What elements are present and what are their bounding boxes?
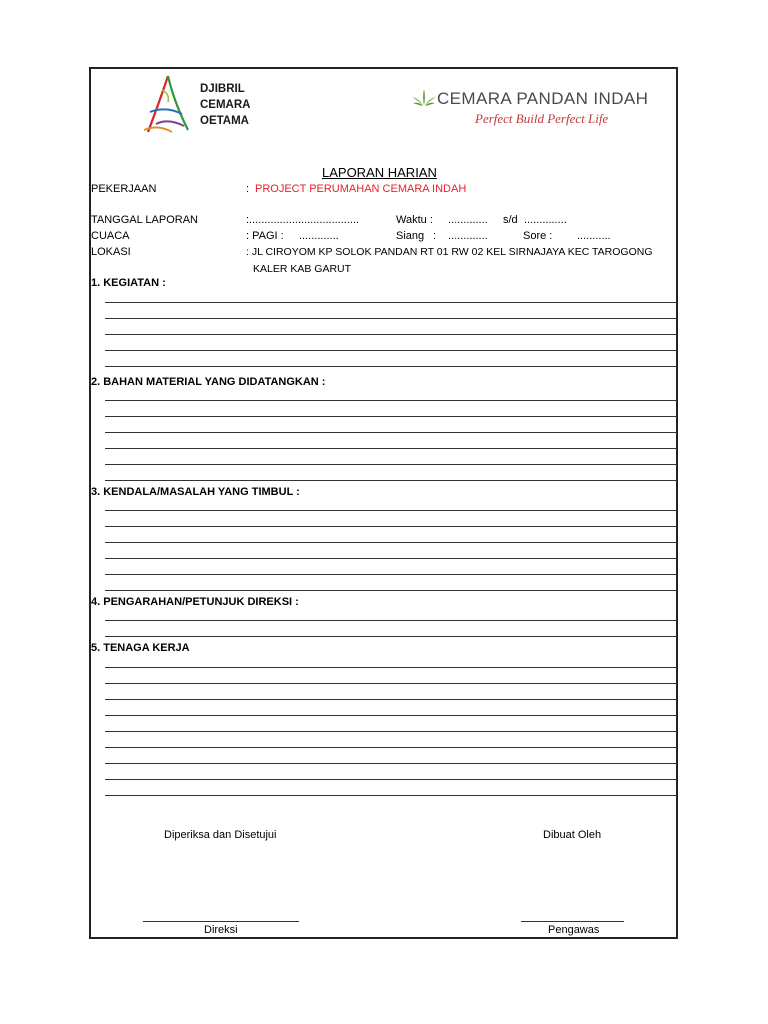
signature-right-heading: Dibuat Oleh xyxy=(543,829,602,841)
report-frame xyxy=(89,67,678,939)
pengarahan-line[interactable] xyxy=(105,620,677,621)
tenaga-kerja-line[interactable] xyxy=(105,731,677,732)
lokasi-value-line1: : JL CIROYOM KP SOLOK PANDAN RT 01 RW 02 KEL SIRNAJAYA KEC TAROGONG xyxy=(246,246,653,258)
section-kendala: 3. KENDALA/MASALAH YANG TIMBUL : xyxy=(91,486,300,498)
tenaga-kerja-line[interactable] xyxy=(105,779,677,780)
section-tenaga-kerja: 5. TENAGA KERJA xyxy=(91,642,190,654)
bahan-material-line[interactable] xyxy=(105,400,677,401)
logo-line-3: OETAMA xyxy=(200,115,249,127)
bahan-material-line[interactable] xyxy=(105,464,677,465)
kegiatan-line[interactable] xyxy=(105,350,677,351)
tenaga-kerja-line[interactable] xyxy=(105,683,677,684)
bahan-material-line[interactable] xyxy=(105,416,677,417)
kegiatan-line[interactable] xyxy=(105,302,677,303)
sd-label: s/d xyxy=(503,214,518,226)
tanggal-field[interactable]: :.................................... xyxy=(246,214,360,226)
pagi-field[interactable]: ............. xyxy=(299,230,339,242)
signature-pengawas-name: Pengawas xyxy=(548,924,600,936)
tenaga-kerja-line[interactable] xyxy=(105,747,677,748)
kendala-line[interactable] xyxy=(105,510,677,511)
bahan-material-line[interactable] xyxy=(105,448,677,449)
signature-direksi-name: Direksi xyxy=(204,924,238,936)
tenaga-kerja-line[interactable] xyxy=(105,667,677,668)
tenaga-kerja-line[interactable] xyxy=(105,699,677,700)
report-title: LAPORAN HARIAN xyxy=(322,165,437,180)
kendala-line[interactable] xyxy=(105,542,677,543)
kegiatan-line[interactable] xyxy=(105,318,677,319)
sore-label: Sore : xyxy=(523,230,553,242)
tanggal-label: TANGGAL LAPORAN xyxy=(91,214,198,226)
sd-field[interactable]: .............. xyxy=(524,214,567,226)
cuaca-label: CUACA xyxy=(91,230,130,242)
tenaga-kerja-line[interactable] xyxy=(105,763,677,764)
pekerjaan-value: PROJECT PERUMAHAN CEMARA INDAH xyxy=(255,183,467,195)
kendala-line[interactable] xyxy=(105,590,677,591)
djibril-logo-text xyxy=(200,81,250,129)
lokasi-value-line2: KALER KAB GARUT xyxy=(253,263,352,275)
waktu-field[interactable]: ............. xyxy=(448,214,488,226)
signature-left-heading: Diperiksa dan Disetujui xyxy=(164,829,277,841)
pengarahan-line[interactable] xyxy=(105,636,677,637)
kendala-line[interactable] xyxy=(105,574,677,575)
section-bahan-material: 2. BAHAN MATERIAL YANG DIDATANGKAN : xyxy=(91,376,326,388)
logo-line-2: CEMARA xyxy=(200,99,251,111)
signature-line-direksi[interactable] xyxy=(143,921,299,922)
section-kegiatan: 1. KEGIATAN : xyxy=(91,277,166,289)
kegiatan-line[interactable] xyxy=(105,366,677,367)
djibril-logo-icon xyxy=(138,72,198,138)
section-pengarahan: 4. PENGARAHAN/PETUNJUK DIREKSI : xyxy=(91,596,299,608)
pagi-label: : PAGI : xyxy=(246,230,284,242)
siang-colon: : xyxy=(433,230,437,242)
cemara-pandan-tagline: Perfect Build Perfect Life xyxy=(475,111,609,126)
logo-line-1: DJIBRIL xyxy=(200,83,245,95)
bahan-material-line[interactable] xyxy=(105,432,677,433)
kendala-line[interactable] xyxy=(105,558,677,559)
siang-label: Siang xyxy=(396,230,425,242)
siang-field[interactable]: ............. xyxy=(448,230,488,242)
lokasi-label: LOKASI xyxy=(91,246,131,258)
signature-line-pengawas[interactable] xyxy=(521,921,624,922)
leaf-logo-icon xyxy=(411,88,437,108)
kendala-line[interactable] xyxy=(105,526,677,527)
bahan-material-line[interactable] xyxy=(105,480,677,481)
tenaga-kerja-line[interactable] xyxy=(105,795,677,796)
cemara-pandan-logo-text: CEMARA PANDAN INDAH xyxy=(437,89,649,108)
sore-field[interactable]: ........... xyxy=(577,230,611,242)
pekerjaan-label: PEKERJAAN xyxy=(91,183,157,195)
waktu-label: Waktu : xyxy=(396,214,433,226)
tenaga-kerja-line[interactable] xyxy=(105,715,677,716)
kegiatan-line[interactable] xyxy=(105,334,677,335)
pekerjaan-colon: : xyxy=(246,183,250,195)
